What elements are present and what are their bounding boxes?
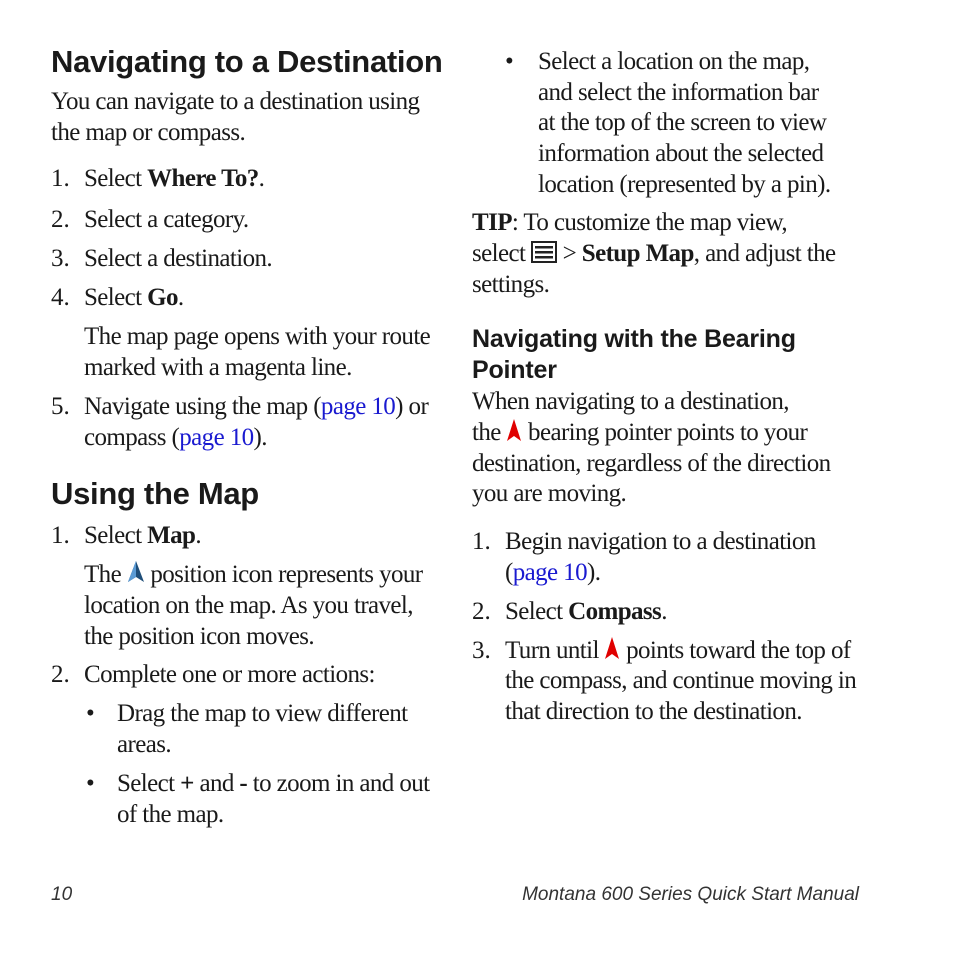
map-note-line-2: location on the map. As you travel, — [84, 592, 413, 619]
bearing-intro-line-1: When navigating to a destination, — [472, 388, 789, 415]
location-bullet-line-1: Select a location on the map, — [538, 48, 810, 75]
step-number: 4. — [51, 284, 70, 311]
menu-icon — [531, 240, 557, 271]
map-note-line-1: The position icon represents your — [84, 559, 423, 592]
bearing-step-1-line-2: (page 10). — [505, 559, 601, 586]
heading-navigating-to-destination: Navigating to a Destination — [51, 44, 443, 79]
bearing-intro-line-4: you are moving. — [472, 480, 627, 507]
bullet-marker: • — [505, 48, 514, 75]
bearing-step-3-line-2: the compass, and continue moving in — [505, 667, 857, 694]
bearing-step-3-line-3: that direction to the destination. — [505, 698, 802, 725]
map-note-line-3: the position icon moves. — [84, 623, 315, 650]
tip-line-3: settings. — [472, 271, 550, 298]
step-number: 3. — [472, 637, 491, 664]
step-5-line-1: Navigate using the map (page 10) or — [84, 393, 429, 420]
bullet-2-line-2: of the map. — [117, 801, 224, 828]
bearing-pointer-icon — [506, 418, 522, 450]
step-number: 5. — [51, 393, 70, 420]
bullet-marker: • — [86, 700, 95, 727]
bearing-intro-line-3: destination, regardless of the direction — [472, 450, 831, 477]
step-5-line-2: compass (page 10). — [84, 424, 267, 451]
step-number: 2. — [51, 206, 70, 233]
page-link[interactable]: page 10 — [320, 393, 396, 420]
bullet-marker: • — [86, 770, 95, 797]
bullet-1-line-1: Drag the map to view different — [117, 700, 408, 727]
location-bullet-line-2: and select the information bar — [538, 79, 819, 106]
step-4-note-line-1: The map page opens with your route — [84, 323, 431, 350]
page-number: 10 — [51, 884, 73, 905]
position-icon — [127, 560, 145, 592]
heading-using-the-map: Using the Map — [51, 476, 259, 511]
step-4-note-line-2: marked with a magenta line. — [84, 354, 352, 381]
heading-bearing-pointer: Navigating with the Bearing Pointer — [472, 325, 796, 384]
step-number: 1. — [472, 528, 491, 555]
step-2: Select a category. — [84, 206, 249, 233]
location-bullet-line-5: location (represented by a pin). — [538, 171, 831, 198]
tip-line-1: TIP: To customize the map view, — [472, 209, 788, 236]
step-number: 1. — [51, 165, 70, 192]
manual-title: Montana 600 Series Quick Start Manual — [522, 884, 859, 905]
step-3: Select a destination. — [84, 245, 273, 272]
tip-line-2: select > Setup Map, and adjust the — [472, 238, 836, 271]
bearing-pointer-icon — [604, 636, 620, 668]
intro-line-1: You can navigate to a destination using — [51, 88, 420, 115]
step-number: 3. — [51, 245, 70, 272]
location-bullet-line-3: at the top of the screen to view — [538, 109, 827, 136]
step-1: Select Where To?. — [84, 165, 265, 192]
page-link[interactable]: page 10 — [512, 559, 587, 586]
bullet-1-line-2: areas. — [117, 731, 171, 758]
step-4: Select Go. — [84, 284, 184, 311]
step-number: 2. — [51, 661, 70, 688]
bearing-step-3-line-1: Turn until points toward the top of — [505, 635, 851, 668]
bullet-2-line-1: Select + and - to zoom in and out — [117, 770, 430, 797]
map-step-2: Complete one or more actions: — [84, 661, 375, 688]
map-step-1: Select Map. — [84, 522, 201, 549]
step-number: 1. — [51, 522, 70, 549]
location-bullet-line-4: information about the selected — [538, 140, 824, 167]
step-number: 2. — [472, 598, 491, 625]
page-link[interactable]: page 10 — [179, 424, 254, 451]
bearing-step-2: Select Compass. — [505, 598, 667, 625]
intro-line-2: the map or compass. — [51, 119, 246, 146]
bearing-step-1-line-1: Begin navigation to a destination — [505, 528, 816, 555]
bearing-intro-line-2: the bearing pointer points to your — [472, 417, 807, 450]
